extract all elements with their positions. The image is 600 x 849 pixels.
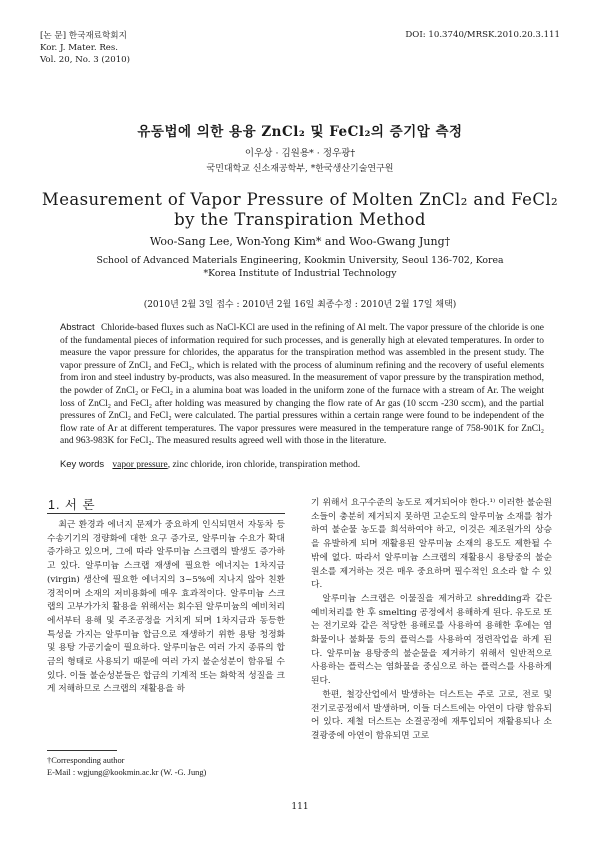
section-rule <box>47 513 285 514</box>
received-dates: (2010년 2월 3일 접수 : 2010년 2월 16일 최종수정 : 2010년 2월 17일 채택) <box>143 300 457 310</box>
korean-authors: 이우상 · 김원용* · 정우광† <box>244 148 356 159</box>
keywords-rest: , zinc chloride, iron chloride, transpiration method. <box>167 460 361 470</box>
corresponding-author: †Corresponding author <box>47 756 125 765</box>
keyword-first[interactable]: vapor pressure <box>112 460 168 470</box>
korean-affiliation: 국민대학교 신소재공학부, *한국생산기술연구원 <box>206 164 394 174</box>
footnote-rule <box>47 750 117 751</box>
affiliation-line2: *Korea Institute of Industrial Technology <box>203 268 397 279</box>
intro-paragraph-2: 기 위해서 요구수준의 농도로 제거되어야 한다.¹⁾ 이러한 불순원소들이 충분히 제거되지 못하면 고순도의 알루미늄 소재를 첨가하여 불순물 농도를 희석하여야 하고, 이것은 제조원가의 상승을 유발하게 되며 재활용된 알루미늄 소재의 용도도 제한될 수 밖에 없다. 따라서 알루미늄 스크랩의 재활용시 용탕중의 불순원소를 제거하는 것은 매우 중요하며 필수적인 요소라 할 수 있다. <box>311 498 552 591</box>
affiliation-line1: School of Advanced Materials Engineering, Kookmin University, Seoul 136-702, Korea <box>96 255 504 266</box>
journal-name: [논 문] 한국재료학회지 <box>40 31 127 41</box>
english-title <box>0 190 600 230</box>
korean-title: 유동법에 의한 용융 ZnCl₂ 및 FeCl₂의 증기압 측정 <box>137 124 463 140</box>
english-title-line1: Measurement of Vapor Pressure of Molten ZnCl₂ and FeCl₂ <box>41 190 559 209</box>
abstract-label: Abstract <box>60 322 95 333</box>
right-column <box>311 497 552 744</box>
abstract <box>60 322 544 448</box>
intro-paragraph-4: 한편, 철강산업에서 발생하는 더스트는 주로 고로, 전로 및 전기로공정에서 발생하며, 이들 더스트에는 아연이 다량 함유되어 있다. 제철 더스트는 소결공정에 재투입되어 재활용되나 소결광중에 아연이 함유되면 고로 <box>311 689 552 741</box>
intro-paragraph-3: 알루미늄 스크랩은 이물질을 제거하고 shredding과 같은 예비처리를 한 후 smelting 공정에서 용해하게 된다. 유도로 또는 전기로와 같은 적당한 용해로를 사용하여 용해한 후에는 염화물이나 불화물 등의 플럭스를 사용하여 정련작업을 하게 된다. 알루미늄 용탕중의 불순물을 제거하기 위해서 일반적으로 사용하는 플럭스는 염화물을 중심으로 하는 플럭스를 사용하게 된다. <box>311 593 552 687</box>
english-authors: Woo-Sang Lee, Won-Yong Kim* and Woo-Gwang Jung† <box>149 235 451 248</box>
journal-abbrev: Kor. J. Mater. Res. <box>40 43 119 53</box>
footnote <box>47 755 206 778</box>
volume-info: Vol. 20, No. 3 (2010) <box>40 55 130 65</box>
abstract-text: Chloride-based fluxes such as NaCl-KCl are used in the refining of Al melt. The vapor pressure of the chloride is one of the fundamental pieces of information required for such processes, and is generally high at elevated temperatures. In order to measure the vapor pressure for chlorides, the apparatus for the transpiration method was assembled in the present study. The vapor pressure of ZnCl₂ and FeCl₂, which is related with the process of aluminum refining and the recovery of useful elements from iron and steel industry by-products, was also measured. In the measurement of vapor pressure by the transpiration method, the powder of ZnCl₂ or FeCl₂ in a alumina boat was loaded in the uniform zone of the furnace with a stream of Ar. The weight loss of ZnCl₂ and FeCl₂ after holding was measured by changing the flow rate of Ar gas (10 sccm -230 sccm), and the partial pressures of ZnCl₂ and FeCl₂ were calculated. The partial pressures within a certain range were found to be independent of the flow rate of Ar at different temperatures. The vapor pressures were measured in the temperature range of 758-901K for ZnCl₂ and 963-983K for FeCl₂. The measured results agreed well with those in the literature. <box>60 323 544 447</box>
journal-header <box>40 30 130 66</box>
keywords-label: Key words <box>60 459 105 470</box>
section-title: 1. 서 론 <box>48 498 96 512</box>
doi[interactable]: DOI: 10.3740/MRSK.2010.20.3.111 <box>405 30 560 40</box>
left-column <box>47 519 285 697</box>
english-affiliation <box>0 254 600 280</box>
english-title-line2: by the Transpiration Method <box>174 210 426 229</box>
author-email[interactable]: E-Mail : wgjung@kookmin.ac.kr (W. -G. Jung) <box>47 767 207 777</box>
page-number: 111 <box>291 802 309 812</box>
keywords <box>60 459 544 470</box>
intro-paragraph-1: 최근 환경과 에너지 문제가 중요하게 인식되면서 자동차 등 수송기기의 경량화에 대한 요구 증가로, 알루미늄 수요가 확대증가하고 있으며, 그에 따라 알루미늄 스크랩의 발생도 증가하고 있다. 알루미늄 스크랩 재생에 필요한 에너지는 1차지금(virgin) 생산에 필요한 에너지의 3~5%에 지나지 않아 친환경적이며 소재의 저비용화에 매우 효과적이다. 알루미늄 스크랩의 고부가가치 활용을 위해서는 회수된 알루미늄의 예비처리에서부터 용해 및 주조공정을 거치게 되며 1차지금과 동등한 특성을 가지는 알루미늄 합금으로 재생하기 위한 용탕 청정화 및 용탕 가공기술이 필요하다. 알루미늄은 여러 가지 종류의 합금의 형태로 사용되기 때문에 여러 가지 불순성분이 함유될 수 있다. 이들 불순성분들은 합금의 기계적 또는 화학적 성질을 크게 저해하므로 스크랩의 재활용을 하 <box>47 520 285 695</box>
